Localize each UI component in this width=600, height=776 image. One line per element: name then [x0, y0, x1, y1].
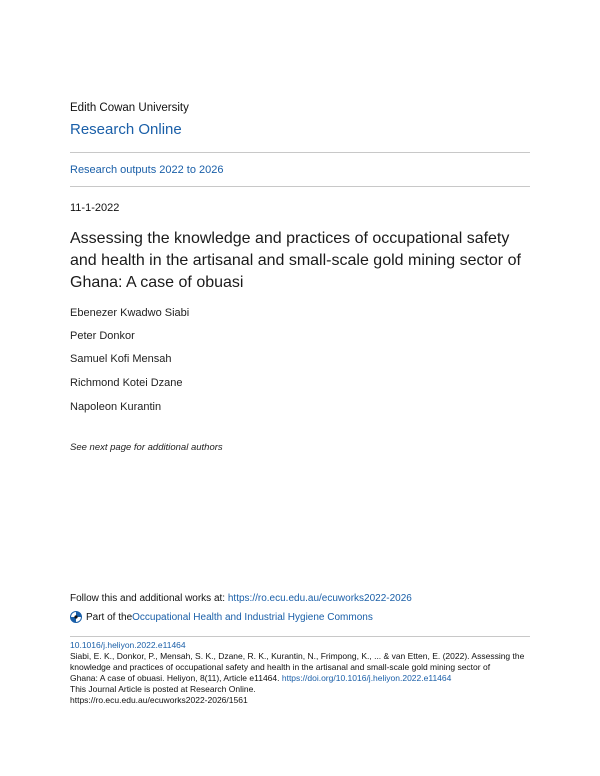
- repository-link[interactable]: Research Online: [70, 121, 182, 138]
- posted-note: This Journal Article is posted at Research Online.: [70, 684, 256, 694]
- author-name: Peter Donkor: [70, 330, 135, 342]
- citation-block: [70, 651, 535, 706]
- author-name: Napoleon Kurantin: [70, 401, 162, 413]
- part-of-prefix: Part of the: [86, 611, 133, 623]
- citation-line: Siabi, E. K., Donkor, P., Mensah, S. K., Dzane, R. K., Kurantin, N., Frimpong, K., ... & van Etten, E. (2022). Assessing the: [70, 651, 525, 661]
- follow-line: [70, 593, 412, 604]
- title-line: Ghana: A case of obuasi: [70, 274, 244, 291]
- follow-prefix: Follow this and additional works at:: [70, 593, 228, 604]
- series-link[interactable]: Research outputs 2022 to 2026: [70, 164, 224, 176]
- works-link[interactable]: https://ro.ecu.edu.au/ecuworks2022-2026: [227, 593, 412, 604]
- divider: [70, 186, 530, 187]
- divider: [70, 152, 530, 153]
- author-name: Samuel Kofi Mensah: [70, 353, 172, 365]
- citation-line: knowledge and practices of occupational safety and health in the artisanal and small-scale gold mining sector of: [70, 662, 491, 672]
- article-url: https://ro.ecu.edu.au/ecuworks2022-2026/1561: [70, 695, 248, 705]
- author-name: Richmond Kotei Dzane: [70, 377, 183, 389]
- citation-doi-link[interactable]: https://doi.org/10.1016/j.heliyon.2022.e11464: [281, 673, 452, 683]
- article-title: [70, 228, 540, 294]
- citation-line: [70, 673, 535, 684]
- divider: [70, 636, 530, 637]
- commons-link[interactable]: Occupational Health and Industrial Hygiene Commons: [132, 611, 373, 623]
- university-name: Edith Cowan University: [70, 102, 189, 114]
- doi-link[interactable]: 10.1016/j.heliyon.2022.e11464: [70, 640, 186, 650]
- author-name: Ebenezer Kwadwo Siabi: [70, 307, 190, 319]
- commons-network-icon: [70, 611, 82, 623]
- publication-date: 11-1-2022: [70, 202, 120, 214]
- part-of-line: [70, 611, 373, 623]
- additional-authors-note: See next page for additional authors: [70, 442, 223, 453]
- citation-text: Ghana: A case of obuasi. Heliyon, 8(11), Article e11464.: [70, 673, 282, 683]
- title-line: Assessing the knowledge and practices of occupational safety: [70, 230, 510, 247]
- title-line: and health in the artisanal and small-scale gold mining sector of: [70, 252, 521, 269]
